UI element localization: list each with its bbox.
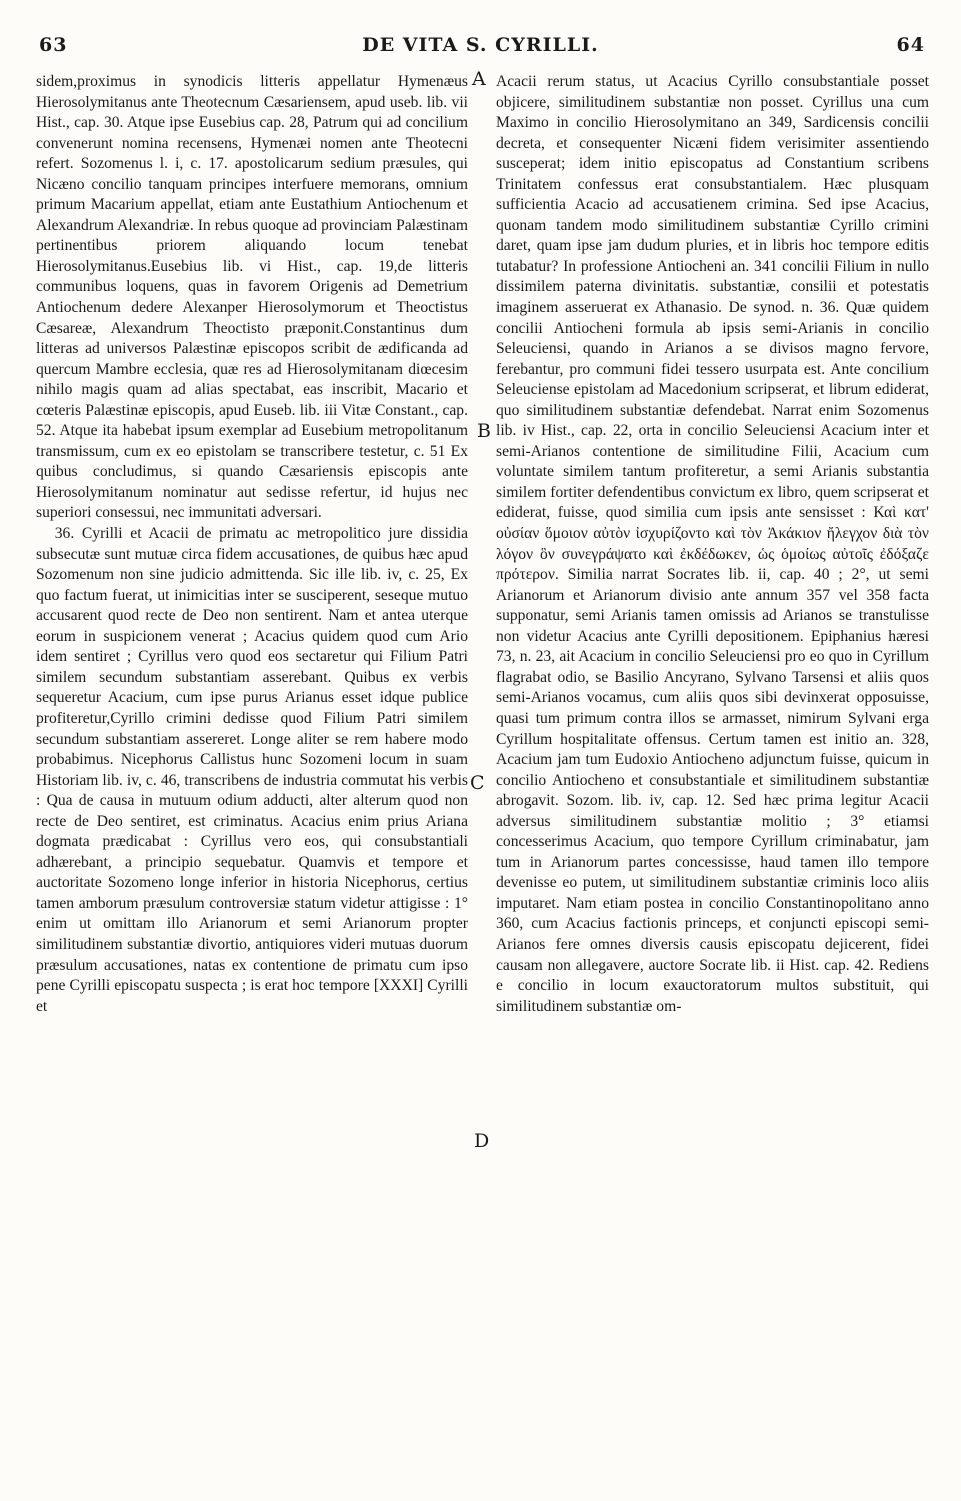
right-paragraph-1: Acacii rerum status, ut Acacius Cyrillo consubstantiale posset objicere, similitudinem substantiæ non posset. Cyrillus una cum Maximo in concilio Hierosolymitano an 349, Sardicensis concilii decreta, et consequenter Nicæni fidem verisimiter assentiendo susceperat; idem initio episcopatus ad Constantium scribens Trinitatem confessus erat consubstantialem. Hæc plusquam sufficientia Acacio ad accusatienem crimina. Sed ipse Acacius, quonam tandem modo similitudinem substantiæ Cyrillo crimini daret, quam ipse jam dudum pluries, et in libris hoc tempore editis tutabatur? In professione Antiocheni an. 341 concilii Filium in nullo dissimilem paterna divinitatis. substantiæ, consilii et potestatis imaginem asseruerat ex Athanasio. De synod. n. 36. Quæ quidem concilii Antiocheni formula ab ipsis semi-Arianis in concilio Seleuciensi, quando in Arianos a se divisos magno fervore, ferebantur, pro communi fidei tessero usurpata est. Ante concilium Seleuciense epistolam ad Macedonium scripserat, et librum ediderat, quo similitudinem substantiæ defendebat. Narrat enim Sozomenus lib. iv Hist., cap. 22, orta in concilio Seleuciensi Acacium inter et semi-Arianos contentione de similitudine Filii, Acacium cum voluntate similem tantum profiteretur, a semi Arianis substantia similem fortiter defendentibus convictum ex libro, quem scripserat et ediderat, fuisse, quod similia cum ipsis ante sensisset : Καὶ κατ' οὐσίαν ὅμοιον αὐτὸν ἰσχυρίζοντο καὶ τὸν Ἀκάκιον ἤλεγχον διὰ τὸν λόγον ὃν συνεγράψατο καὶ ἐκδέδωκεν, ὡς ὁμοίως αὐτοῖς ἐδόξαζε πρότερον. Similia narrat Socrates lib. ii, cap. 40 ; 2°, ut semi Arianorum et Arianorum divisio ante annum 357 vel 358 facta supponatur, semi Arianis tamen omissis ad Arianos se transtulisse non videtur Acacius ante Cyrilli depositionem. Epiphanius hæresi 73, n. 23, ait Acacium in concilio Seleuciensi pro eo quo in Cyrillum flagrabat odio, se Basilio Ancyrano, Sylvano Tarsensi et aliis quos semi-Arianos vocamus, cum aliis quos sibi devinxerat opposuisse, quasi tum primum contra illos se armasset, nimirum Sylvani erga Cyrillum hospitalitate offensus. Certum tamen est initio an. 328, Acacium jam tum Eudoxio Antiocheno adjunctum fuisse, quicum in concilio Antiocheno et consubstantiale et similitudinem substantiæ abrogavit. Sozom. lib. iv, cap. 12. Sed hæc prima legitur Acacii adversus similitudinem substantiæ molitio ; 3° etiamsi concesserimus Acacium, quo tempore Cyrillum criminabatur, jam tum in Arianorum partes concessisse, haud tamen illo tempore devenisse eo putem, ut similitudinem substantiæ criminis loco aliis imputaret. Nam etiam postea in concilio Constantinopolitano anno 360, cum Acacius factionis princeps, et conjuncti episcopi semi-Arianos fere omnes diversis causis episcopatu dejicerent, fidei causam non allegavere, auctore Socrate lib. ii Hist. cap. 42. Rediens e concilio in locum exauctoratorum multos substituit, qui similitudinem substantiæ om-: [496, 73, 929, 1015]
margin-marker-b: B: [477, 420, 491, 442]
right-column: [496, 72, 929, 1017]
left-paragraph-1: sidem,proximus in synodicis litteris appellatur Hymenæus Hierosolymitanus ante Theotecnum Cæsariensem, apud useb. lib. vii Hist., cap. 30. Atque ipse Eusebius cap. 28, Patrum qui ad concilium convenerunt nomina recensens, Hymenæi nomen ante Theotecni refert. Sozomenus l. i, c. 17. apostolicarum sedium præsules, qui Nicæno concilio tanquam principes interfuere memorans, omnium primum Macarium appellat, etiam ante Eustathium Antiochenum et Alexandrum Alexandriæ. In rebus quoque ad provinciam Palæstinam pertinentibus priorem aliquando locum tenebat Hierosolymitanus.Eusebius lib. vi Hist., cap. 19,de litteris communibus loquens, quas in favorem Origenis ad Demetrium Antiochenum dedere Alexanper Hierosolymorum et Theoctistus Cæsareæ, Alexandrum Theoctisto præponit.Constantinus dum litteras ad universos Palæstinæ episcopos scribit de ædificanda ad quercum Mambre ecclesia, quæ res ad Hierosolymitanam diœcesim nihilo magis quam ad alias spectabat, eas inscribit, Macario et cœteris Palæstinæ episcopis, apud Euseb. lib. iii Vitæ Constant., cap. 52. Atque ita habebat ipsum exemplar ad Eusebium metropolitanum transmissum, cum ex eo epistolam se transcribere testetur, c. 51 Ex quibus concludimus, si quando Cæsariensis episcopis ante Hierosolymitanum nominatur aut sedisse refertur, id hujus nec superiori consessui, nec immunitati adversari.: [36, 73, 468, 522]
left-column: [36, 72, 468, 1017]
page-number-left: 63: [39, 34, 68, 56]
running-title: DE VITA S. CYRILLI.: [362, 34, 599, 56]
margin-marker-c: C: [470, 772, 485, 794]
page-number-right: 64: [896, 34, 925, 56]
running-header: [0, 34, 961, 62]
margin-marker-a: A: [472, 68, 486, 90]
margin-marker-d: D: [474, 1130, 490, 1152]
left-paragraph-2: 36. Cyrilli et Acacii de primatu ac metropolitico jure dissidia subsecutæ sunt mutuæ circa fidem accusationes, de quibus hæc apud Sozomenum non sine judicio admittenda. Sic ille lib. iv, c. 25, Ex quo factum fuerat, ut inimicitias inter se susciperent, seseque mutuo accusarent quod recte de Deo non sentirent. Nam et antea uterque eorum in suspicionem venerat ; Acacius quidem quod cum Ario idem sentiret ; Cyrillus vero quod eos sectaretur qui Filium Patri similem secundum substantiam asserebant. Quibus ex verbis sequeretur Acacium, cum ipse purus Arianus esset idque publice profiteretur,Cyrillo crimini dedisse quod Filium Patri similem secundum substantiam assereret. Longe aliter se rem habere modo probabimus. Nicephorus Callistus hunc Sozomeni locum in suam Historiam lib. iv, c. 46, transcribens de industria commutat his verbis : Qua de causa in mutuum odium adducti, alter alterum quod non recte de Deo sentiret, est criminatus. Acacius enim prius Ariana dogmata prædicabat : Cyrillus vero eos, qui consubstantiali adhærebant, a principio sequebatur. Quamvis et tempore et auctoritate Sozomeno longe inferior in historia Nicephorus, certius tamen amborum præsulum controversiæ statum videtur attigisse : 1° enim ut omittam illo Arianorum et semi Arianorum propter similitudinem substantiæ divortio, antiquiores videri mutuas duorum præsulum accusationes, natas ex contentione de primatu cum ipso pene Cyrilli episcopatu suspecta ; is erat hoc tempore [XXXI] Cyrilli et: [36, 525, 468, 1015]
